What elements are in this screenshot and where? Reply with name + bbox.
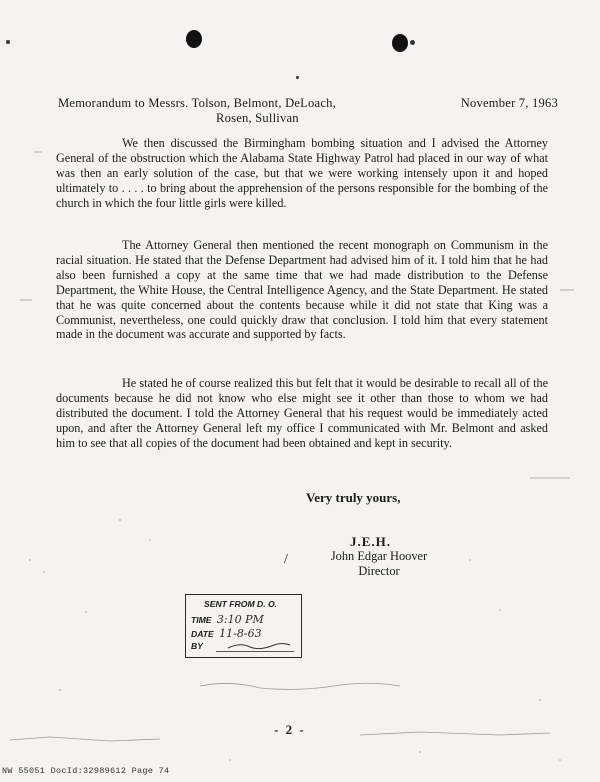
signature-mark: / [284,552,288,567]
stamp-by-row [191,641,203,651]
stamp-date-label: DATE [191,629,214,639]
stamp-time-value: 3:10 PM [216,613,264,626]
signature-block [304,549,454,579]
stamp-heading: SENT FROM D. O. [204,599,278,609]
page-number: - 2 - [274,722,306,737]
stamp-by-line [216,651,294,652]
archive-footer: NW 55051 DocId:32989612 Page 74 [2,766,170,776]
stamp-date-value: 11-8-63 [219,627,262,640]
memo-recipients-line1: Memorandum to Messrs. Tolson, Belmont, DeLoach, [58,96,336,110]
stamp-date-row [191,627,262,640]
paragraph-birmingham: We then discussed the Birmingham bombing situation and I advised the Attorney General of the obstruction which the Alabama State Highway Patrol had placed in our way of what was then an early solution of the case, but that we were working intensely upon it and hoped ultimately to . . . . to bring about the apprehension of the persons responsible for the bombing of the church in which the four little girls were killed. [56,136,548,210]
signer-title: Director [358,564,400,578]
stamp-time-row [191,613,264,626]
closing: Very truly yours, [306,490,401,505]
memo-date: November 7, 1963 [460,96,558,110]
sent-stamp [185,594,302,658]
signature-initials: J.E.H. [350,534,392,549]
stamp-time-label: TIME [191,615,212,625]
signer-name: John Edgar Hoover [330,549,428,563]
stamp-by-label: BY [191,641,203,651]
paragraph-recall: He stated he of course realized this but felt that it would be desirable to recall all of the documents because he did not know who else might see it other than those to whom we had distributed the document. I told the Attorney General that his request would be immediately acted upon, and after the Attorney General left my office I communicated with Mr. Belmont and asked him to see that all copies of the document had been obtained and kept in security. [56,376,548,450]
memo-recipients-line2: Rosen, Sullivan [216,111,299,125]
paragraph-monograph: The Attorney General then mentioned the recent monograph on Communism in the racial situation. He stated that the Defense Department had advised him of it. I told him that he had also been furnished a copy at the same time that we had made distribution to the Defense Department, the White House, the Central Intelligence Agency, and the State Department. He stated that he was quite concerned about the contents because while it did not state that King was a Communist, nevertheless, one could quickly draw that conclusion. I told him that every statement made in the document was accurate and supported by facts. [56,238,548,342]
